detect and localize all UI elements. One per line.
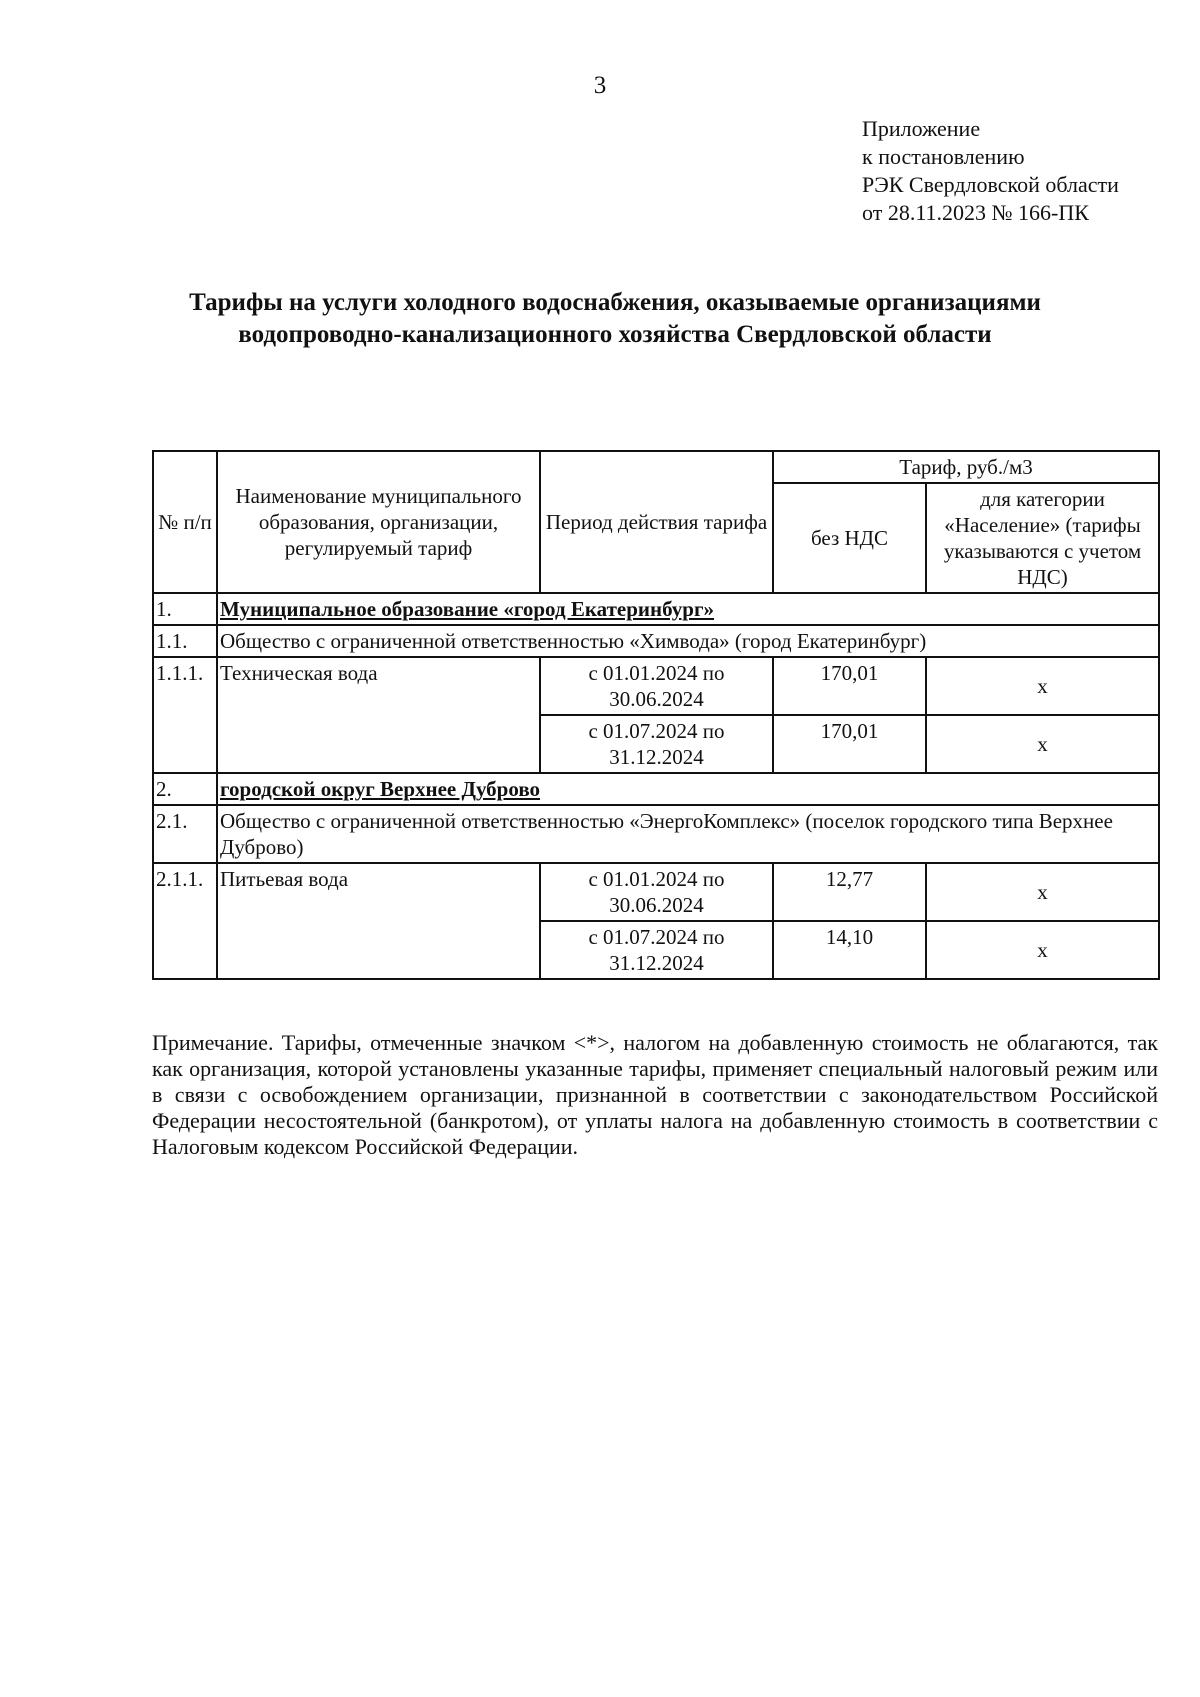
section-row — [153, 773, 1159, 805]
appendix-line: Приложение — [862, 116, 981, 141]
note-paragraph: Примечание. Тарифы, отмеченные значком <*>, налогом на добавленную стоимость не облагаются, так как организация, которой установлены указанные тарифы, применяет специальный налоговый режим или в связи с освобождением организации, признанной в соответствии с законодательством Российской Федерации несостоятельной (банкротом), от уплаты налога на добавленную стоимость в соответствии с Налоговым кодексом Российской Федерации. — [152, 1030, 1158, 1159]
header-no-vat: без НДС — [773, 483, 926, 593]
period-cell: с 01.01.2024 по 30.06.2024 — [540, 863, 773, 921]
item-name: Техническая вода — [217, 657, 540, 773]
header-period: Период действия тарифа — [540, 451, 773, 593]
org-name: Общество с ограниченной ответственностью «Химвода» (город Екатеринбург) — [217, 625, 1159, 657]
period-cell: с 01.07.2024 по 31.12.2024 — [540, 715, 773, 773]
population-cell: x — [926, 863, 1159, 921]
header-name: Наименование муниципального образования, организации, регулируемый тариф — [217, 451, 540, 593]
population-cell: x — [926, 715, 1159, 773]
population-cell: x — [926, 657, 1159, 715]
no-vat-cell: 170,01 — [773, 657, 926, 715]
item-num: 2.1.1. — [153, 863, 217, 979]
org-row — [153, 805, 1159, 863]
org-name: Общество с ограниченной ответственностью «ЭнергоКомплекс» (поселок городского типа Верхнее Дуброво) — [217, 805, 1159, 863]
header-tariff: Тариф, руб./м3 — [773, 451, 1159, 483]
no-vat-cell: 170,01 — [773, 715, 926, 773]
page-number: 3 — [593, 72, 607, 99]
header-population: для категории «Население» (тарифы указываются с учетом НДС) — [926, 483, 1159, 593]
appendix-line: РЭК Свердловской области — [862, 172, 1119, 197]
tariff-row — [153, 863, 1159, 921]
period-cell: с 01.07.2024 по 31.12.2024 — [540, 921, 773, 979]
appendix-block — [862, 115, 1119, 227]
org-num: 2.1. — [153, 805, 217, 863]
item-name: Питьевая вода — [217, 863, 540, 979]
tariff-row — [153, 657, 1159, 715]
no-vat-cell: 14,10 — [773, 921, 926, 979]
section-num: 2. — [153, 773, 217, 805]
no-vat-cell: 12,77 — [773, 863, 926, 921]
period-cell: с 01.01.2024 по 30.06.2024 — [540, 657, 773, 715]
population-cell: x — [926, 921, 1159, 979]
org-row — [153, 625, 1159, 657]
document-title: Тарифы на услуги холодного водоснабжения, оказываемые организациями водопроводно-канализационного хозяйства Свердловской области — [189, 289, 1041, 348]
appendix-line: к постановлению — [862, 144, 1025, 169]
section-row — [153, 593, 1159, 625]
tariff-table — [152, 450, 1160, 980]
appendix-line: от 28.11.2023 № 166-ПК — [862, 200, 1089, 225]
header-row — [153, 451, 1159, 483]
header-num: № п/п — [153, 451, 217, 593]
section-title: городской округ Верхнее Дуброво — [220, 777, 541, 801]
section-title: Муниципальное образование «город Екатеринбург» — [220, 597, 715, 621]
section-num: 1. — [153, 593, 217, 625]
item-num: 1.1.1. — [153, 657, 217, 773]
org-num: 1.1. — [153, 625, 217, 657]
